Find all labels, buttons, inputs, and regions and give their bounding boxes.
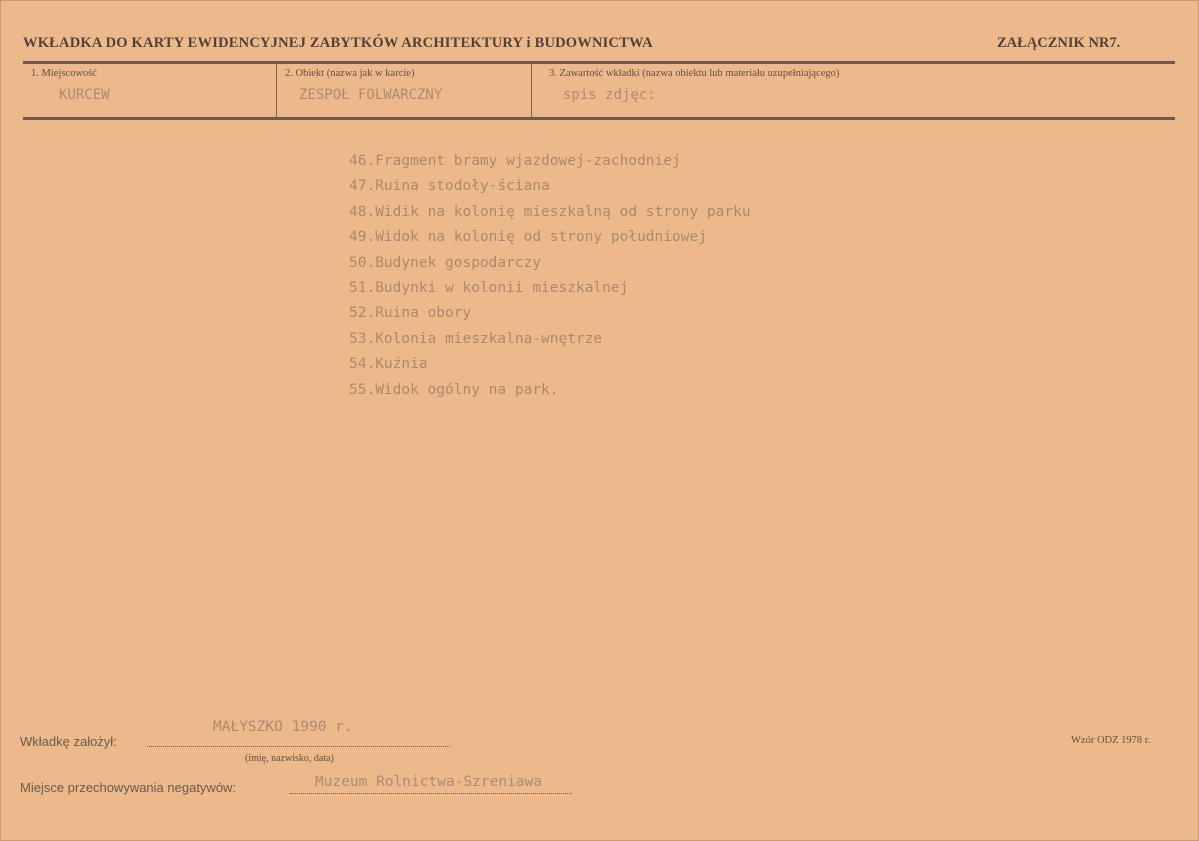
card-title: WKŁADKA DO KARTY EWIDENCYJNEJ ZABYTKÓW ARCHITEKTURY i BUDOWNICTWA — [23, 35, 653, 51]
photo-list — [349, 149, 751, 403]
list-item: 51.Budynki w kolonii mieszkalnej — [349, 279, 629, 296]
storage-dotted-line — [290, 793, 572, 794]
locality-value: KURCEW — [59, 87, 110, 103]
list-item: 52.Ruina obory — [349, 305, 472, 322]
locality-label: 1. Miejscowość — [31, 68, 97, 79]
form-code: Wzór ODZ 1978 r. — [1071, 735, 1151, 746]
contents-label: 3. Zawartość wkładki (nazwa obiektu lub materiału uzupełniającego) — [549, 68, 840, 79]
list-item: 48.Widik na kolonię mieszkalną od strony parku — [349, 203, 751, 220]
field-divider — [531, 63, 532, 118]
founded-value: MAŁYSZKO 1990 r. — [213, 719, 353, 735]
header-rule-top — [23, 61, 1175, 64]
storage-value: Muzeum Rolnictwa-Szreniawa — [315, 774, 542, 790]
contents-value: spis zdjęc: — [563, 87, 656, 103]
object-label: 2. Obiekt (nazwa jak w karcie) — [285, 68, 415, 79]
header-rule-bottom — [23, 117, 1175, 120]
storage-label: Miejsce przechowywania negatywów: — [20, 780, 237, 795]
founded-hint: (imię, nazwisko, data) — [245, 753, 334, 764]
list-item: 55.Widok ogólny na park. — [349, 381, 559, 398]
list-item: 49.Widok na kolonię od strony południowej — [349, 229, 707, 246]
list-item: 50.Budynek gospodarczy — [349, 254, 542, 271]
list-item: 46.Fragment bramy wjazdowej-zachodniej — [349, 153, 681, 169]
list-item: 54.Kuźnia — [349, 356, 428, 373]
founded-label: Wkładkę założył: — [20, 734, 117, 749]
list-item: 47.Ruina stodoły-ściana — [349, 178, 550, 195]
list-item: 53.Kolonia mieszkalna-wnętrze — [349, 330, 603, 347]
field-divider — [276, 63, 277, 118]
object-value: ZESPOŁ FOLWARCZNY — [299, 87, 443, 103]
founded-dotted-line — [147, 746, 450, 747]
attachment-number: ZAŁĄCZNIK NR7. — [997, 35, 1121, 51]
